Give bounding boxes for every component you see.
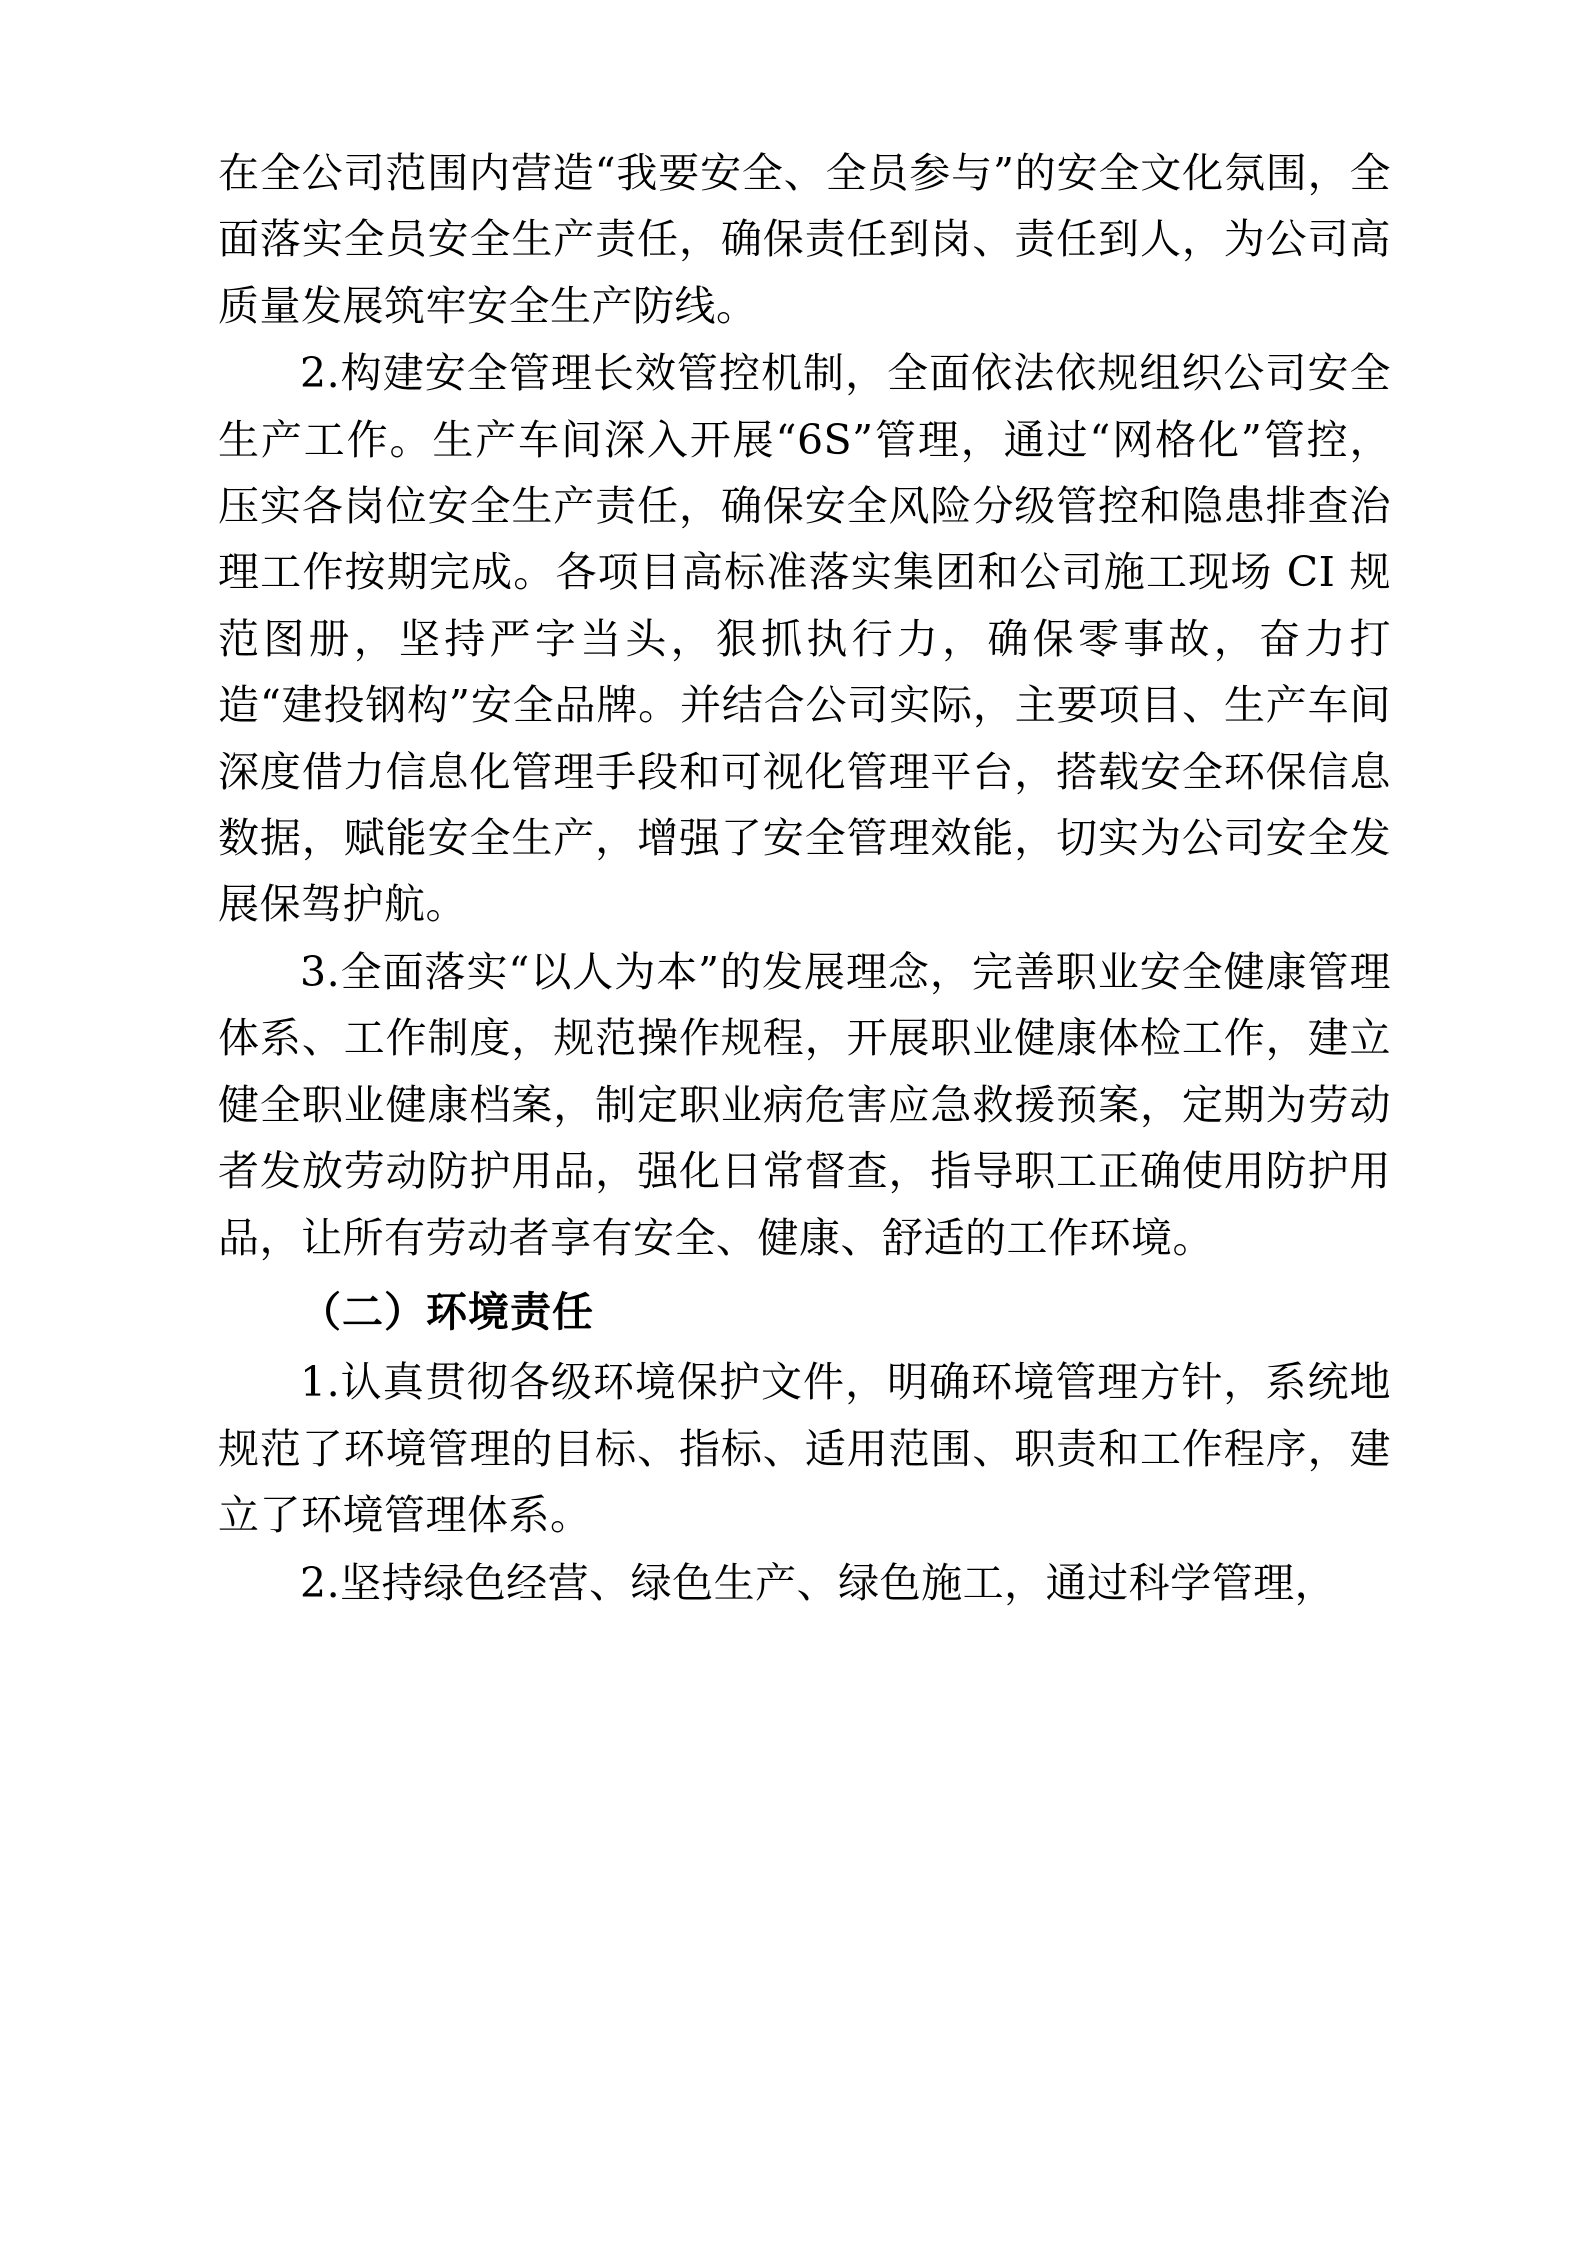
section-heading-environmental-responsibility: （二）环境责任 <box>300 1287 594 1336</box>
document-body <box>218 140 1391 1616</box>
paragraph-item-2: 2.构建安全管理长效管控机制，全面依法依规组织公司安全生产工作。生产车间深入开展“6S”管理，通过“网格化”管控，压实各岗位安全生产责任，确保安全风险分级管控和隐患排查治理工作按期完成。各项目高标准落实集团和公司施工现场 CI 规范图册，坚持严字当头，狠抓执行力，确保零事故，奋力打造“建投钢构”安全品牌。并结合公司实际，主要项目、生产车间深度借力信息化管理手段和可视化管理平台，搭载安全环保信息数据，赋能安全生产，增强了安全管理效能，切实为公司安全发展保驾护航。 <box>218 349 1391 929</box>
paragraph-item-4: 1.认真贯彻各级环境保护文件，明确环境管理方针，系统地规范了环境管理的目标、指标、适用范围、职责和工作程序，建立了环境管理体系。 <box>218 1358 1391 1540</box>
paragraph-item-3: 3.全面落实“以人为本”的发展理念，完善职业安全健康管理体系、工作制度，规范操作规程，开展职业健康体检工作，建立健全职业健康档案，制定职业病危害应急救援预案，定期为劳动者发放劳动防护用品，强化日常督查，指导职工正确使用防护用品，让所有劳动者享有安全、健康、舒适的工作环境。 <box>218 947 1391 1262</box>
paragraph-continuation: 在全公司范围内营造“我要安全、全员参与”的安全文化氛围，全面落实全员安全生产责任，确保责任到岗、责任到人，为公司高质量发展筑牢安全生产防线。 <box>218 149 1391 330</box>
paragraph-item-5: 2.坚持绿色经营、绿色生产、绿色施工，通过科学管理， <box>300 1558 1337 1607</box>
